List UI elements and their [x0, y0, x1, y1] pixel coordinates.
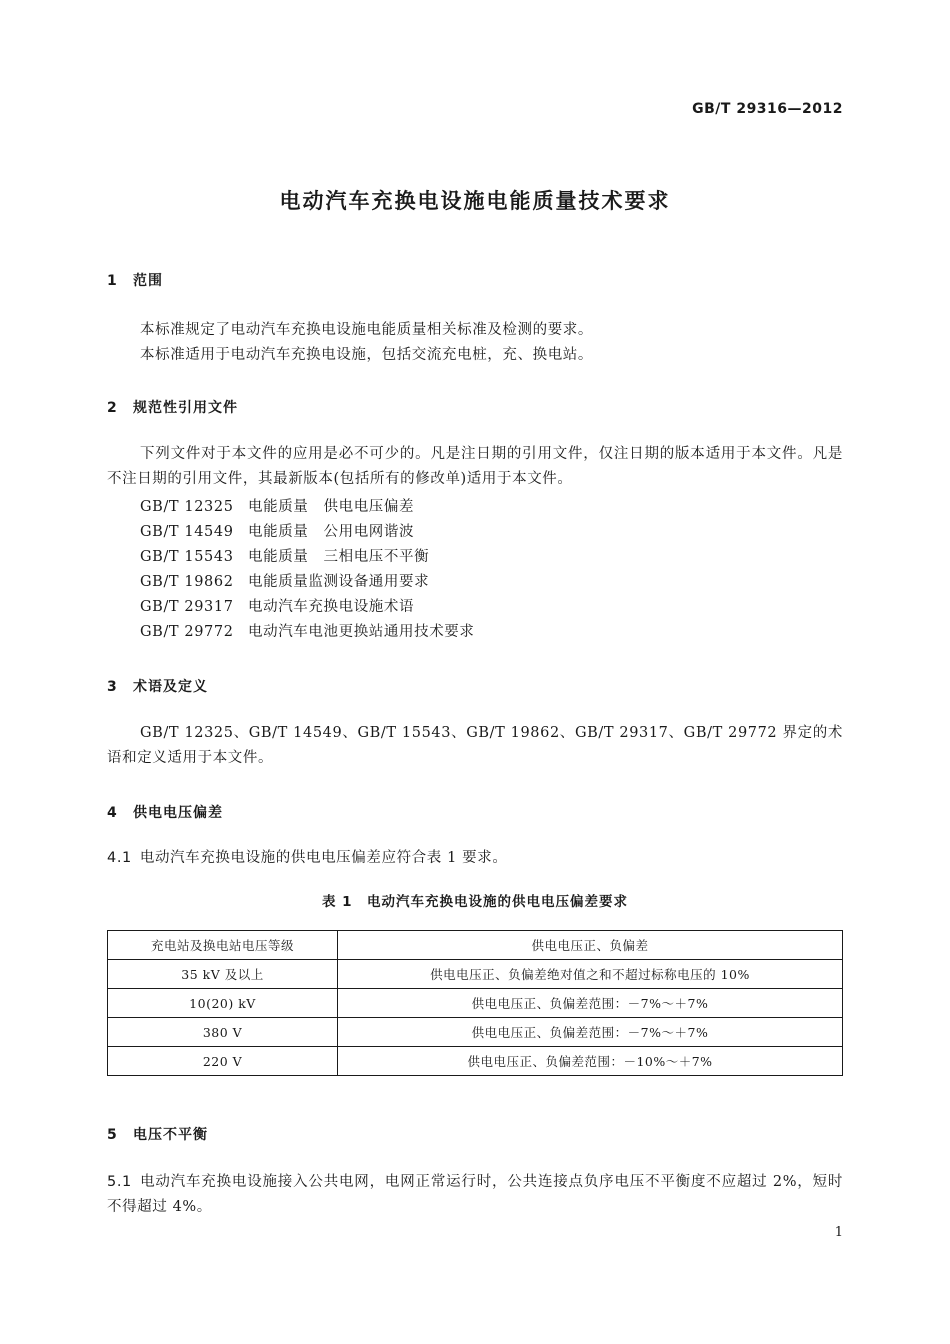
reference-title: 电动汽车充换电设施术语 [248, 599, 415, 615]
clause-5-1 [107, 1170, 843, 1220]
table-cell: 35 kV 及以上 [108, 960, 338, 989]
reference-title: 电能质量 三相电压不平衡 [248, 549, 430, 565]
section-1-paragraph-2: 本标准适用于电动汽车充换电设施，包括交流充电桩，充、换电站。 [140, 347, 593, 363]
reference-item [140, 570, 429, 591]
section-title: 电压不平衡 [133, 1127, 208, 1143]
reference-item [140, 620, 475, 641]
table-cell: 供电电压正、负偏差范围：－10%～＋7% [338, 1047, 843, 1076]
reference-item [140, 520, 414, 541]
reference-item [140, 495, 414, 516]
section-4-heading [107, 802, 223, 822]
section-1-paragraph-1: 本标准规定了电动汽车充换电设施电能质量相关标准及检测的要求。 [140, 322, 593, 338]
reference-code: GB/T 29317 [140, 599, 234, 615]
reference-title: 电能质量监测设备通用要求 [248, 574, 430, 590]
section-title: 规范性引用文件 [133, 400, 238, 416]
table-row [108, 1047, 843, 1076]
reference-code: GB/T 14549 [140, 524, 234, 540]
document-title: 电动汽车充换电设施电能质量技术要求 [279, 189, 671, 213]
section-title: 供电电压偏差 [133, 805, 223, 821]
clause-text: 电动汽车充换电设施的供电电压偏差应符合表 1 要求。 [139, 850, 508, 866]
section-3-heading [107, 676, 208, 696]
table-row [108, 960, 843, 989]
table-header-cell: 充电站及换电站电压等级 [108, 931, 338, 960]
section-title: 范围 [133, 273, 163, 289]
reference-title: 电能质量 公用电网谐波 [248, 524, 415, 540]
table-row [108, 1018, 843, 1047]
reference-item [140, 595, 414, 616]
reference-code: GB/T 29772 [140, 624, 234, 640]
reference-title: 电能质量 供电电压偏差 [248, 499, 415, 515]
section-number: 5 [107, 1127, 118, 1143]
reference-code: GB/T 15543 [140, 549, 234, 565]
table-cell: 380 V [108, 1018, 338, 1047]
section-number: 4 [107, 805, 118, 821]
reference-code: GB/T 19862 [140, 574, 234, 590]
reference-item [140, 545, 429, 566]
table-header-cell: 供电电压正、负偏差 [338, 931, 843, 960]
section-title: 术语及定义 [133, 679, 208, 695]
section-1-heading [107, 270, 163, 290]
section-number: 2 [107, 400, 118, 416]
section-2-heading [107, 397, 238, 417]
table-cell: 10(20) kV [108, 989, 338, 1018]
table-row [108, 989, 843, 1018]
section-number: 1 [107, 273, 118, 289]
section-5-heading [107, 1124, 208, 1144]
voltage-deviation-table [107, 930, 843, 1076]
clause-number: 4.1 [107, 850, 132, 866]
clause-text: 电动汽车充换电设施接入公共电网，电网正常运行时，公共连接点负序电压不平衡度不应超过 2%，短时不得超过 4%。 [107, 1174, 843, 1215]
table-header-row [108, 931, 843, 960]
section-2-intro: 下列文件对于本文件的应用是必不可少的。凡是注日期的引用文件，仅注日期的版本适用于本文件。凡是不注日期的引用文件，其最新版本(包括所有的修改单)适用于本文件。 [107, 446, 843, 487]
section-3-text: GB/T 12325、GB/T 14549、GB/T 15543、GB/T 19862、GB/T 29317、GB/T 29772 界定的术语和定义适用于本文件。 [107, 725, 843, 766]
table-caption: 表 1 电动汽车充换电设施的供电电压偏差要求 [321, 894, 629, 910]
table-cell: 供电电压正、负偏差范围：－7%～＋7% [338, 1018, 843, 1047]
reference-title: 电动汽车电池更换站通用技术要求 [248, 624, 475, 640]
section-number: 3 [107, 679, 118, 695]
standard-number: GB/T 29316—2012 [692, 101, 843, 117]
table-cell: 220 V [108, 1047, 338, 1076]
table-cell: 供电电压正、负偏差绝对值之和不超过标称电压的 10% [338, 960, 843, 989]
clause-number: 5.1 [107, 1174, 132, 1190]
clause-4-1 [107, 846, 843, 871]
page-number: 1 [834, 1225, 843, 1240]
table-cell: 供电电压正、负偏差范围：－7%～＋7% [338, 989, 843, 1018]
reference-code: GB/T 12325 [140, 499, 234, 515]
